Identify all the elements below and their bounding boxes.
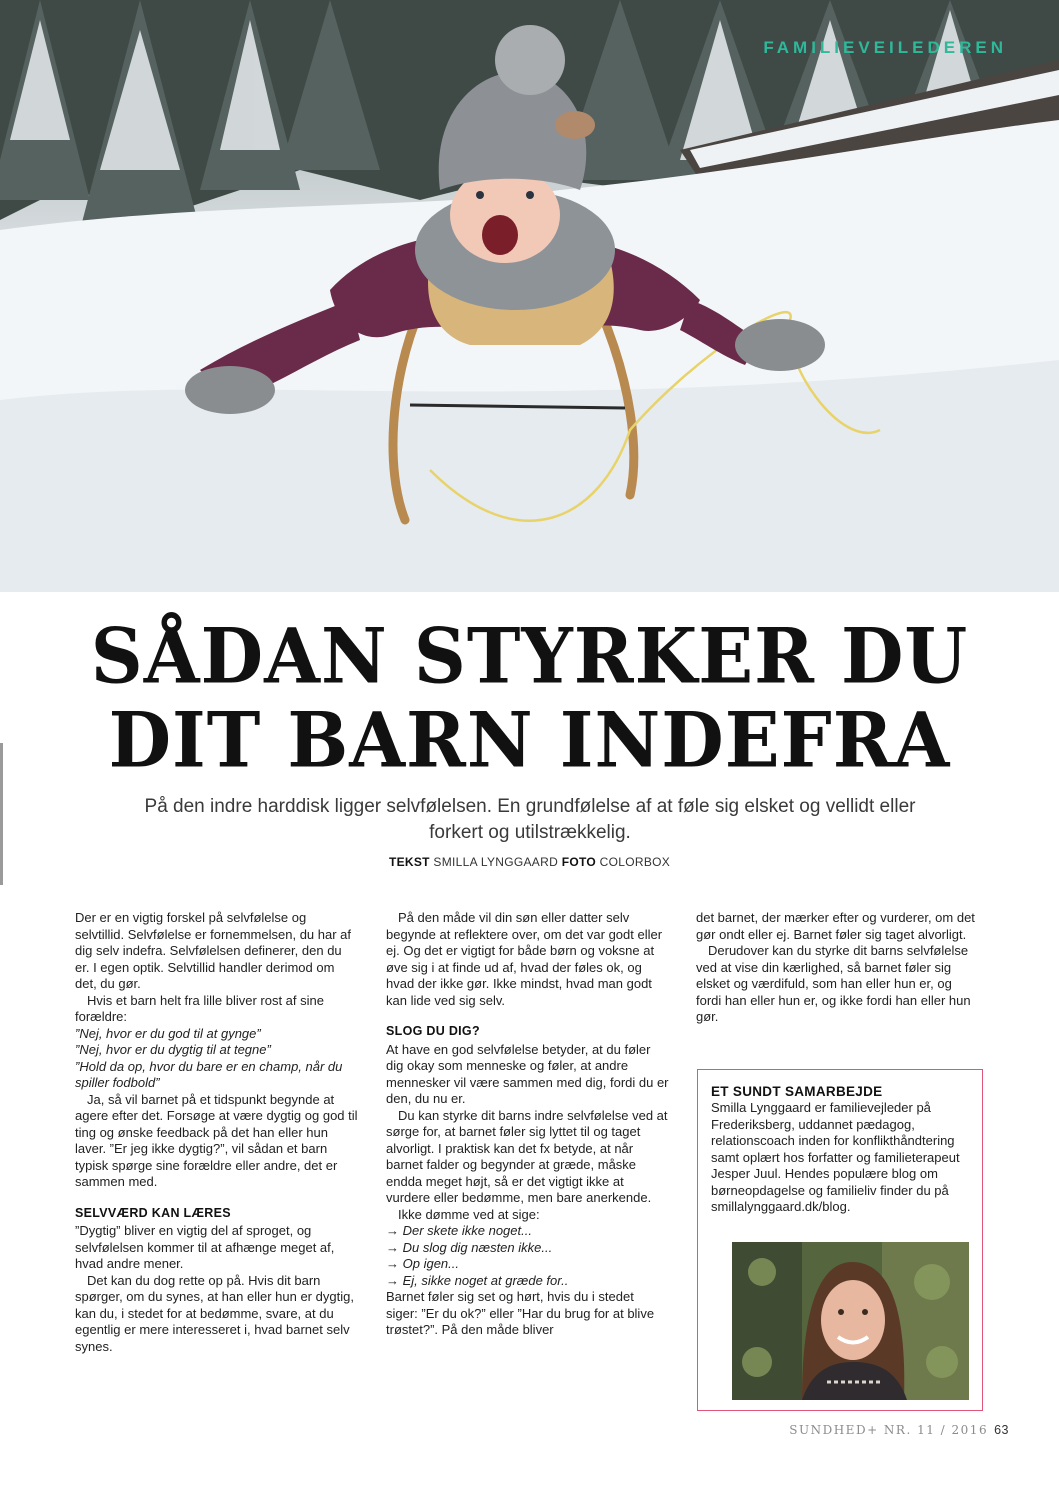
article-column-2 xyxy=(386,910,669,1339)
headline-line-2: DIT BARN INDEFRA xyxy=(108,694,951,785)
sledding-child-illustration xyxy=(0,0,1059,592)
quote-line: ”Hold da op, hvor du bare er en champ, når du spiller fodbold” xyxy=(75,1058,343,1090)
paragraph: Barnet føler sig set og hørt, hvis du i stedet siger: ”Er du ok?” eller ”Har du brug for at blive trøstet?”. På den måde bliver xyxy=(386,1289,655,1337)
byline xyxy=(0,855,1059,869)
quote-line: ”Nej, hvor er du god til at gynge” xyxy=(75,1025,261,1041)
paragraph: At have en god selvfølelse betyder, at du føler dig okay som menneske og føler, at andre mennesker vil være sammen med dig, fordi du er den, du nu er. xyxy=(386,1041,669,1106)
hero-photo xyxy=(0,0,1059,592)
paragraph: det barnet, der mærker efter og vurderer, om det gør ondt eller ej. Barnet føler sig taget alvorligt. xyxy=(696,910,975,942)
byline-author: SMILLA LYNGGAARD xyxy=(433,855,559,869)
arrow-icon: → xyxy=(386,1223,399,1238)
paragraph: Ikke dømme ved at sige: xyxy=(398,1206,540,1222)
subheading: SLOG DU DIG? xyxy=(386,1024,480,1038)
page-number: 63 xyxy=(994,1423,1009,1437)
byline-photo-label: FOTO xyxy=(561,855,596,869)
paragraph: Ja, så vil barnet på et tidspunkt begynde at agere efter det. Forsøge at være dygtig og god til ting og ønske feedback på det han eller hun laver. ”Er jeg ikke dygtig?”, vil sådan et barn typisk spørge sine forældre eller andre, det er sammen med. xyxy=(75,1091,358,1189)
article-column-1 xyxy=(75,910,358,1355)
quote-line: ”Nej, hvor er du dygtig til at tegne” xyxy=(75,1042,271,1057)
paragraph: Der er en vigtig forskel på selvfølelse og selvtillid. Selvfølelse er fornemmelsen, du har af dig selv indefra. Selvfølelsen definerer, den du er. I egen optik. Selvtillid handler derimod om det, du gør. xyxy=(75,910,352,991)
author-info-box xyxy=(697,1069,983,1411)
paragraph: Hvis et barn helt fra lille bliver rost af sine forældre: xyxy=(75,992,324,1024)
bullet-line: → Der skete ikke noget... xyxy=(386,1223,532,1238)
bullet-line: → Op igen... xyxy=(386,1256,459,1271)
paragraph: På den måde vil din søn eller datter selv begynde at reflektere over, om det var godt eller ej. Og det er vigtigt for både børn og voksne at øve sig i at finde ud af, hvad der føles ok, og hvad der ikke gør. Ikke mindst, hvad man godt kan lide ved sig selv. xyxy=(386,910,663,1008)
author-portrait xyxy=(732,1242,969,1400)
lead-paragraph: På den indre harddisk ligger selvfølelsen. En grundfølelse af at føle sig elsket og vellidt eller forkert og utilstrækkelig. xyxy=(144,796,916,843)
paragraph: Du kan styrke dit barns indre selvfølelse ved at sørge for, at barnet føler sig lyttet til og taget alvorligt. I praktisk kan det fx betyde, at når barnet falder og begynder at græde, måske endda meget højt, så er det vigtigt ikke at vurdere eller bedømme, men bare anerkende. xyxy=(386,1107,668,1205)
bullet-line: → Ej, sikke noget at græde for.. xyxy=(386,1272,569,1288)
box-title: ET SUNDT SAMARBEJDE xyxy=(711,1084,883,1099)
headline-line-1: SÅDAN STYRKER DU xyxy=(90,610,969,701)
arrow-icon: → xyxy=(386,1256,399,1271)
arrow-icon: → xyxy=(386,1272,399,1288)
paragraph: ”Dygtig” bliver en vigtig del af sproget, og selvfølelsen kommer til at afhænge meget af, hvad andre mener. xyxy=(75,1223,335,1271)
magazine-issue: SUNDHED+ NR. 11 / 2016 xyxy=(789,1423,989,1437)
box-body: Smilla Lynggaard er familievejleder på Frederiksberg, uddannet pædagog, relationscoach inden for konflikthåndtering samt oplært hos forfatter og familieterapeut Jesper Juul. Hendes populære blog om børneopdagelse og familieliv finder du på smillalynggaard.dk/blog. xyxy=(711,1100,960,1214)
arrow-icon: → xyxy=(386,1239,399,1255)
paragraph: Det kan du dog rette op på. Hvis dit barn spørger, om du synes, at han eller hun er dygtig, kan du, i stedet for at bedømme, svare, at du egentlig er mere interesseret i, hvad barnet selv synes. xyxy=(75,1272,354,1354)
subheading: SELVVÆRD KAN LÆRES xyxy=(75,1205,231,1220)
portrait-illustration xyxy=(732,1242,969,1400)
headline xyxy=(0,610,1059,785)
page-footer xyxy=(789,1423,1009,1437)
byline-photographer: COLORBOX xyxy=(599,855,671,869)
byline-text-label: TEKST xyxy=(388,855,430,869)
section-tag: FAMILIEVEILEDEREN xyxy=(763,38,1007,57)
article-column-3 xyxy=(696,910,979,1026)
bullet-line: → Du slog dig næsten ikke... xyxy=(386,1239,553,1255)
paragraph: Derudover kan du styrke dit barns selvfølelse ved at vise din kærlighed, så barnet føler sig elsket og værdifuld, som han eller hun er, og fordi han eller hun er, og ikke fordi han eller hun gør. xyxy=(696,943,971,1024)
